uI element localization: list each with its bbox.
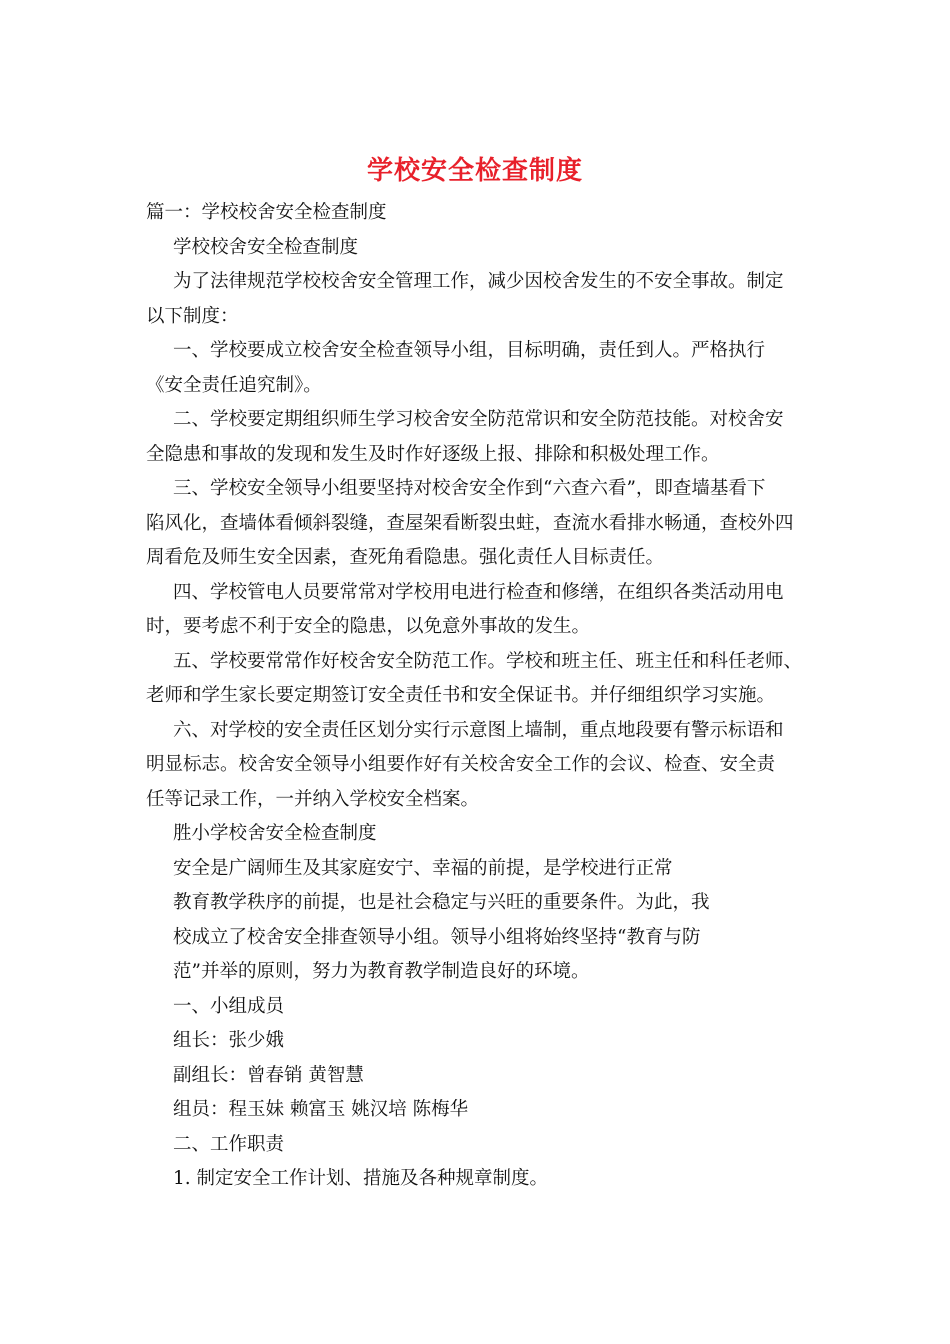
text-line: 组长：张少娥 xyxy=(173,1030,285,1051)
text-line: 组员：程玉妹 赖富玉 姚汉培 陈梅华 xyxy=(173,1099,469,1120)
text-line: 一、小组成员 xyxy=(173,995,285,1017)
text-line: 老师和学生家长要定期签订安全责任书和安全保证书。并仔细组织学习实施。 xyxy=(146,685,776,706)
text-line: 明显标志。校舍安全领导小组要作好有关校舍安全工作的会议、检查、安全责 xyxy=(146,754,776,775)
text-line: 为了法律规范学校校舍安全管理工作，减少因校舍发生的不安全事故。制定 xyxy=(173,271,784,292)
text-line: 教育教学秩序的前提，也是社会稳定与兴旺的重要条件。为此，我 xyxy=(173,892,710,913)
text-line: 篇一：学校校舍安全检查制度 xyxy=(146,202,387,223)
text-line: 学校校舍安全检查制度 xyxy=(173,236,359,258)
document-body xyxy=(146,196,826,1197)
document-title: 学校安全检查制度 xyxy=(366,156,583,186)
text-line: 四、学校管电人员要常常对学校用电进行检查和修缮，在组织各类活动用电 xyxy=(173,581,784,603)
text-line: 《安全责任追究制》。 xyxy=(146,374,322,396)
text-line: 胜小学校舍安全检查制度 xyxy=(173,823,377,844)
text-line: 校成立了校舍安全排查领导小组。领导小组将始终坚持“教育与防 xyxy=(173,926,701,948)
text-line: 五、学校要常常作好校舍安全防范工作。学校和班主任、班主任和科任老师、 xyxy=(173,650,803,672)
text-line: 六、对学校的安全责任区划分实行示意图上墙制，重点地段要有警示标语和 xyxy=(173,719,784,741)
text-line: 任等记录工作，一并纳入学校安全档案。 xyxy=(146,788,480,810)
text-line: 一、学校要成立校舍安全检查领导小组，目标明确，责任到人。严格执行 xyxy=(173,340,766,361)
text-line: 全隐患和事故的发现和发生及时作好逐级上报、排除和积极处理工作。 xyxy=(146,443,720,465)
text-line: 1. 制定安全工作计划、措施及各种规章制度。 xyxy=(173,1168,549,1189)
text-line: 二、学校要定期组织师生学习校舍安全防范常识和安全防范技能。对校舍安 xyxy=(173,409,784,430)
text-line: 周看危及师生安全因素，查死角看隐患。强化责任人目标责任。 xyxy=(146,547,665,568)
text-line: 时，要考虑不利于安全的隐患，以免意外事故的发生。 xyxy=(146,616,591,637)
text-line: 安全是广阔师生及其家庭安宁、幸福的前提，是学校进行正常 xyxy=(173,857,673,879)
text-line: 以下制度： xyxy=(146,305,239,327)
text-line: 三、学校安全领导小组要坚持对校舍安全作到“六查六看”，即查墙基看下 xyxy=(173,478,766,499)
text-line: 范”并举的原则，努力为教育教学制造良好的环境。 xyxy=(173,961,590,982)
text-line: 副组长：曾春销 黄智慧 xyxy=(173,1064,364,1086)
text-line: 陷风化，查墙体看倾斜裂缝，查屋架看断裂虫蛀，查流水看排水畅通，查校外四 xyxy=(146,512,794,534)
text-line: 二、工作职责 xyxy=(173,1133,285,1155)
